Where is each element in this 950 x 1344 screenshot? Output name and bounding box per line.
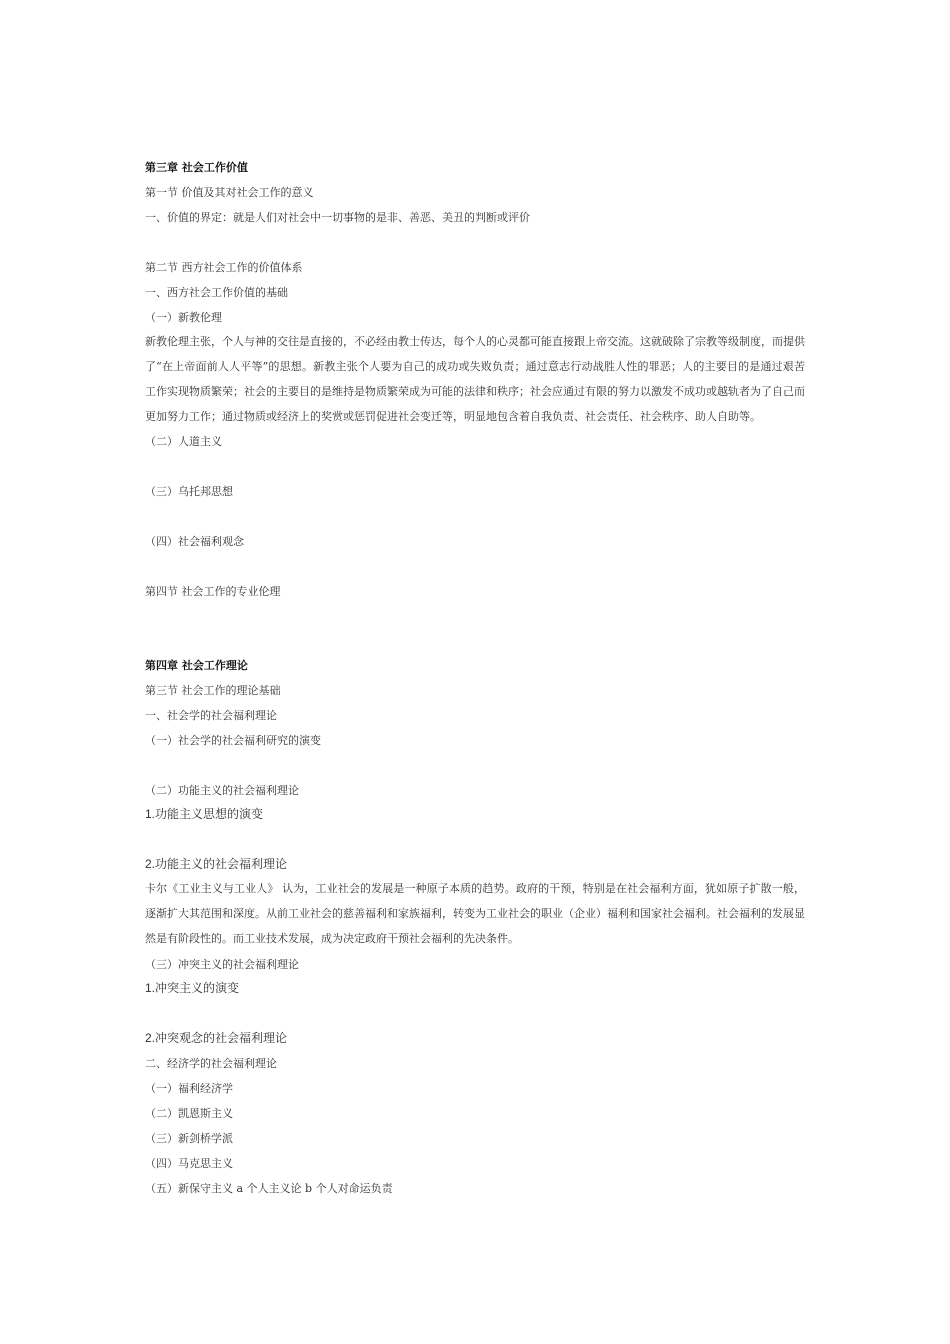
chapter4-title: 第四章 社会工作理论 <box>145 659 248 672</box>
economics-welfare-heading: 二、经济学的社会福利理论 <box>145 1057 277 1070</box>
sociology-welfare-heading: 一、社会学的社会福利理论 <box>145 709 277 722</box>
section1-heading: 第一节 价值及其对社会工作的意义 <box>145 186 314 199</box>
utopia-heading: （三）乌托邦思想 <box>145 485 233 498</box>
western-values-basis: 一、西方社会工作价值的基础 <box>145 286 288 299</box>
welfare-concept-heading: （四）社会福利观念 <box>145 535 244 548</box>
functionalism-evolution: 1.功能主义思想的演变 <box>145 807 264 821</box>
keynesianism: （二）凯恩斯主义 <box>145 1107 233 1120</box>
functionalism-heading: （二）功能主义的社会福利理论 <box>145 784 299 797</box>
conflict-theory: 2.冲突观念的社会福利理论 <box>145 1031 288 1045</box>
neo-cambridge: （三）新剑桥学派 <box>145 1132 233 1145</box>
marxism: （四）马克思主义 <box>145 1157 233 1170</box>
functionalism-theory: 2.功能主义的社会福利理论 <box>145 857 288 871</box>
protestant-ethic-paragraph: 新教伦理主张，个人与神的交往是直接的，不必经由教士传达，每个人的心灵都可能直接跟上帝交流。这就破除了宗教等级制度，而提供了“在上帝面前人人平等”的思想。新教主张个人要为自己的成功或失败负责；通过意志行动战胜人性的罪恶；人的主要目的是通过艰苦工作实现物质繁荣；社会的主要目的是维持是物质繁荣成为可能的法律和秩序；社会应通过有限的努力以激发不成功或越轨者为了自己而更加努力工作；通过物质或经济上的奖赏或惩罚促进社会变迁等，明显地包含着自我负责、社会责任、社会秩序、助人自助等。 <box>145 335 805 423</box>
value-definition: 一、价值的界定：就是人们对社会中一切事物的是非、善恶、美丑的判断或评价 <box>145 211 530 224</box>
conflict-heading: （三）冲突主义的社会福利理论 <box>145 958 299 971</box>
conflict-evolution: 1.冲突主义的演变 <box>145 981 240 995</box>
protestant-ethic-heading: （一）新教伦理 <box>145 311 222 324</box>
humanism-heading: （二）人道主义 <box>145 435 222 448</box>
kerr-paragraph: 卡尔《工业主义与工业人》 认为，工业社会的发展是一种原子本质的趋势。政府的干预，特别是在社会福利方面，犹如原子扩散一般，逐渐扩大其范围和深度。从前工业社会的慈善福利和家族福利，转变为工业社会的职业（企业）福利和国家社会福利。社会福利的发展显然是有阶段性的。而工业技术发展，成为决定政府干预社会福利的先决条件。 <box>145 882 805 945</box>
welfare-economics: （一）福利经济学 <box>145 1082 233 1095</box>
chapter3-title: 第三章 社会工作价值 <box>145 161 248 174</box>
section4-heading: 第四节 社会工作的专业伦理 <box>145 585 281 598</box>
sociology-evolution-heading: （一）社会学的社会福利研究的演变 <box>145 734 321 747</box>
section3-heading: 第三节 社会工作的理论基础 <box>145 684 281 697</box>
neo-conservatism: （五）新保守主义 a 个人主义论 b 个人对命运负责 <box>145 1182 393 1195</box>
section2-heading: 第二节 西方社会工作的价值体系 <box>145 261 303 274</box>
